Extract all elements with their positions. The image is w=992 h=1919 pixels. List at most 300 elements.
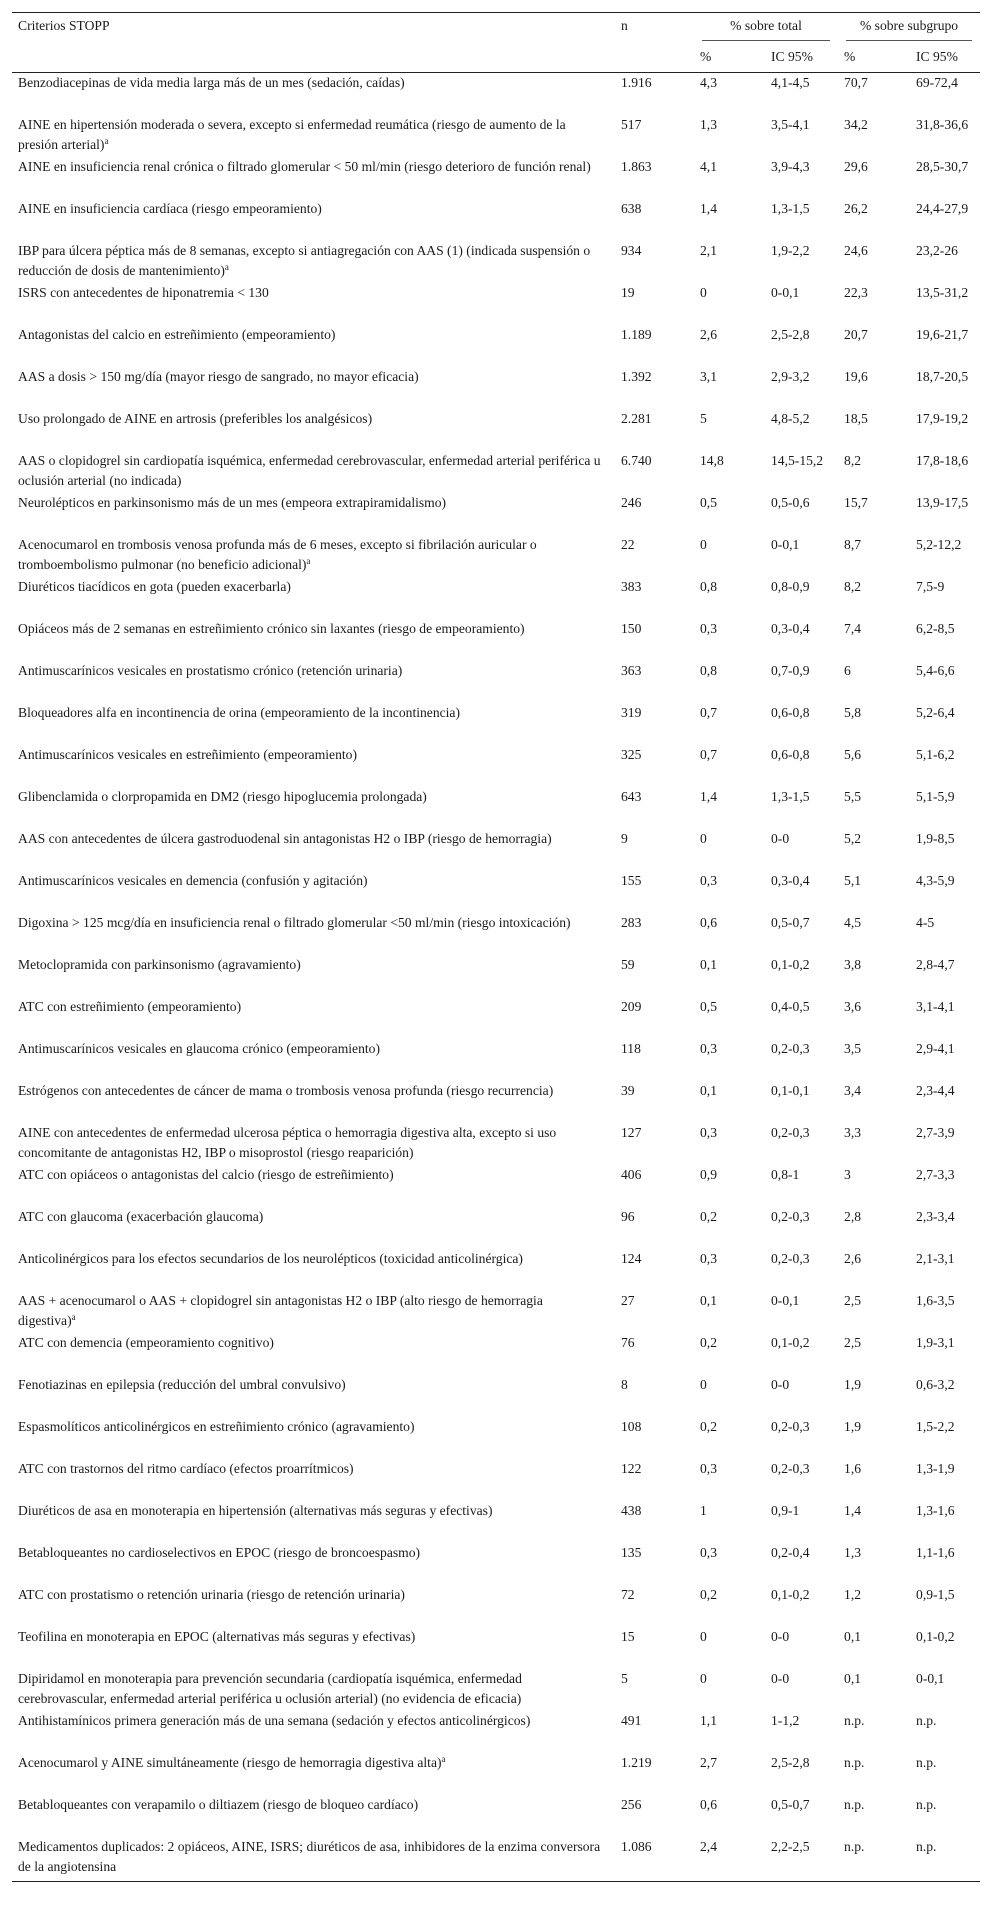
ic-subgroup-cell: 2,7-3,9 — [916, 1125, 955, 1140]
ic-total-cell: 0,1-0,2 — [771, 1587, 810, 1602]
ic-total-cell: 0-0 — [771, 1629, 790, 1644]
pct-total-cell: 2,7 — [700, 1755, 717, 1770]
criterion-cell — [12, 409, 615, 451]
criterion-text: Digoxina > 125 mcg/día en insuficiencia renal o filtrado glomerular <50 ml/min (riesgo intoxicación) — [18, 915, 571, 930]
n-cell: 1.863 — [621, 159, 652, 174]
criterion-text: Antagonistas del calcio en estreñimiento (empeoramiento) — [18, 327, 336, 342]
table-row — [12, 1249, 980, 1291]
criterion-text: ATC con opiáceos o antagonistas del calcio (riesgo de estreñimiento) — [18, 1167, 394, 1182]
ic-subgroup-cell: 4-5 — [916, 915, 935, 930]
ic-total-cell: 1-1,2 — [771, 1713, 800, 1728]
pct-subgroup-cell: 5,8 — [844, 705, 862, 720]
table-row — [12, 577, 980, 619]
criterion-text: Betabloqueantes no cardioselectivos en EPOC (riesgo de broncoespasmo) — [18, 1545, 421, 1560]
ic-total-cell: 0,3-0,4 — [771, 873, 810, 888]
ic-total-cell: 0,2-0,4 — [771, 1545, 810, 1560]
pct-subgroup-cell: 19,6 — [844, 369, 868, 384]
criterion-cell — [12, 1753, 615, 1795]
footnote-marker: a — [441, 1754, 446, 1764]
ic-subgroup-cell: 4,3-5,9 — [916, 873, 955, 888]
n-cell: 59 — [621, 957, 635, 972]
n-cell: 2.281 — [621, 411, 652, 426]
footnote-marker: a — [104, 136, 109, 146]
table-row — [12, 997, 980, 1039]
pct-total-cell: 1,4 — [700, 789, 717, 804]
ic-total-cell: 2,5-2,8 — [771, 327, 810, 342]
table-row — [12, 955, 980, 997]
ic-subgroup-cell: 0-0,1 — [916, 1671, 945, 1686]
table-row — [12, 1543, 980, 1585]
criterion-text: AINE en insuficiencia cardíaca (riesgo empeoramiento) — [18, 201, 322, 216]
pct-subgroup-cell: 5,1 — [844, 873, 862, 888]
pct-subgroup-cell: 4,5 — [844, 915, 862, 930]
ic-total-cell: 1,3-1,5 — [771, 201, 810, 216]
pct-subgroup-cell: 2,6 — [844, 1251, 862, 1266]
ic-total-cell: 0,8-1 — [771, 1167, 800, 1182]
n-cell: 1.189 — [621, 327, 652, 342]
header-total-pct: % — [694, 45, 765, 73]
ic-total-cell: 0,8-0,9 — [771, 579, 810, 594]
pct-subgroup-cell: 26,2 — [844, 201, 868, 216]
pct-subgroup-cell: 20,7 — [844, 327, 868, 342]
table-row — [12, 73, 980, 116]
pct-subgroup-cell: 24,6 — [844, 243, 868, 258]
criterion-text: AINE con antecedentes de enfermedad ulcerosa péptica o hemorragia digestiva alta, excepto si uso concomitante de antagonistas H2, IBP o misoprostol (riesgo reaparición) — [18, 1125, 557, 1160]
ic-subgroup-cell: 2,1-3,1 — [916, 1251, 955, 1266]
n-cell: 127 — [621, 1125, 642, 1140]
criterion-text: AAS con antecedentes de úlcera gastroduodenal sin antagonistas H2 o IBP (riesgo de hemorragia) — [18, 831, 552, 846]
pct-total-cell: 0,7 — [700, 747, 717, 762]
ic-subgroup-cell: 1,6-3,5 — [916, 1293, 955, 1308]
criterion-cell — [12, 1585, 615, 1627]
criterion-cell — [12, 157, 615, 199]
stopp-criteria-table — [12, 12, 980, 1882]
pct-total-cell: 0,3 — [700, 873, 717, 888]
criterion-text: Espasmolíticos anticolinérgicos en estreñimiento crónico (agravamiento) — [18, 1419, 415, 1434]
ic-subgroup-cell: 1,5-2,2 — [916, 1419, 955, 1434]
criterion-text: Fenotiazinas en epilepsia (reducción del umbral convulsivo) — [18, 1377, 346, 1392]
pct-total-cell: 0,7 — [700, 705, 717, 720]
ic-subgroup-cell: 13,9-17,5 — [916, 495, 969, 510]
n-cell: 122 — [621, 1461, 642, 1476]
criterion-cell — [12, 955, 615, 997]
criterion-cell — [12, 1795, 615, 1837]
criterion-text: Antimuscarínicos vesicales en glaucoma crónico (empeoramiento) — [18, 1041, 380, 1056]
criterion-cell — [12, 1711, 615, 1753]
n-cell: 19 — [621, 285, 635, 300]
ic-subgroup-cell: 5,1-6,2 — [916, 747, 955, 762]
criterion-text: Acenocumarol en trombosis venosa profunda más de 6 meses, excepto si fibrilación auricular o tromboembolismo pulmonar (no beneficio adicional) — [18, 537, 537, 572]
criterion-cell — [12, 661, 615, 703]
ic-total-cell: 1,9-2,2 — [771, 243, 810, 258]
pct-total-cell: 1 — [700, 1503, 707, 1518]
criterion-cell — [12, 1123, 615, 1165]
criterion-cell — [12, 199, 615, 241]
ic-total-cell: 0,1-0,1 — [771, 1083, 810, 1098]
n-cell: 256 — [621, 1797, 642, 1812]
pct-subgroup-cell: 29,6 — [844, 159, 868, 174]
ic-subgroup-cell: 5,1-5,9 — [916, 789, 955, 804]
table-row — [12, 199, 980, 241]
criterion-text: ATC con demencia (empeoramiento cognitivo) — [18, 1335, 274, 1350]
criterion-cell — [12, 367, 615, 409]
ic-total-cell: 4,1-4,5 — [771, 75, 810, 90]
n-cell: 135 — [621, 1545, 642, 1560]
ic-total-cell: 0,9-1 — [771, 1503, 800, 1518]
table-row — [12, 1501, 980, 1543]
table-row — [12, 1585, 980, 1627]
ic-subgroup-cell: 2,9-4,1 — [916, 1041, 955, 1056]
n-cell: 6.740 — [621, 453, 652, 468]
criterion-cell — [12, 1165, 615, 1207]
table-row — [12, 115, 980, 157]
table-row — [12, 871, 980, 913]
criterion-text: ATC con prostatismo o retención urinaria (riesgo de retención urinaria) — [18, 1587, 405, 1602]
table-row — [12, 409, 980, 451]
header-criteria: Criterios STOPP — [12, 13, 615, 46]
criterion-text: ATC con trastornos del ritmo cardíaco (efectos proarrítmicos) — [18, 1461, 354, 1476]
ic-total-cell: 14,5-15,2 — [771, 453, 824, 468]
pct-total-cell: 0,1 — [700, 1293, 717, 1308]
n-cell: 8 — [621, 1377, 628, 1392]
n-cell: 438 — [621, 1503, 642, 1518]
n-cell: 76 — [621, 1335, 635, 1350]
pct-subgroup-cell: n.p. — [838, 1837, 910, 1882]
n-cell: 39 — [621, 1083, 635, 1098]
criterion-cell — [12, 1333, 615, 1375]
pct-subgroup-cell: n.p. — [844, 1797, 865, 1812]
pct-total-cell: 1,4 — [700, 201, 717, 216]
criterion-text: AAS o clopidogrel sin cardiopatía isquémica, enfermedad cerebrovascular, enfermedad arterial periférica u oclusión arterial (no indicada) — [18, 453, 601, 488]
pct-total-cell: 0,3 — [700, 1041, 717, 1056]
table-row — [12, 535, 980, 577]
criterion-cell — [12, 1417, 615, 1459]
criterion-text: ISRS con antecedentes de hiponatremia < 130 — [18, 285, 269, 300]
pct-total-cell: 0,3 — [700, 1545, 717, 1560]
pct-total-cell: 0,2 — [700, 1419, 717, 1434]
criterion-cell — [12, 1375, 615, 1417]
table-row — [12, 241, 980, 283]
ic-subgroup-cell: 2,3-3,4 — [916, 1209, 955, 1224]
ic-total-cell: 0,2-0,3 — [771, 1209, 810, 1224]
ic-total-cell: 0,2-0,3 — [771, 1041, 810, 1056]
ic-total-cell: 0,2-0,3 — [771, 1125, 810, 1140]
criterion-text: AINE en hipertensión moderada o severa, excepto si enfermedad reumática (riesgo de aumento de la presión arterial) — [18, 117, 566, 152]
ic-subgroup-cell: n.p. — [916, 1755, 937, 1770]
ic-total-cell: 0-0 — [771, 1671, 790, 1686]
ic-subgroup-cell: 17,8-18,6 — [916, 453, 969, 468]
ic-subgroup-cell: 1,3-1,9 — [916, 1461, 955, 1476]
pct-total-cell: 0,1 — [700, 957, 717, 972]
table-row — [12, 1837, 980, 1882]
n-cell: 1.219 — [621, 1755, 652, 1770]
n-cell: 72 — [621, 1587, 635, 1602]
ic-total-cell: 0,6-0,8 — [771, 747, 810, 762]
pct-total-cell: 0,2 — [700, 1587, 717, 1602]
n-cell: 1.916 — [621, 75, 652, 90]
pct-total-cell: 0,2 — [700, 1335, 717, 1350]
n-cell: 209 — [621, 999, 642, 1014]
pct-subgroup-cell: 3 — [844, 1167, 851, 1182]
header-subgroup-ic: IC 95% — [910, 45, 980, 73]
criterion-cell — [12, 1627, 615, 1669]
ic-subgroup-cell: 19,6-21,7 — [916, 327, 969, 342]
pct-total-cell: 0,6 — [700, 1797, 717, 1812]
ic-total-cell: 0,1-0,2 — [771, 957, 810, 972]
n-cell: 9 — [621, 831, 628, 846]
ic-subgroup-cell: 28,5-30,7 — [916, 159, 969, 174]
ic-total-cell: 0,7-0,9 — [771, 663, 810, 678]
ic-subgroup-cell: 31,8-36,6 — [916, 117, 969, 132]
table-row — [12, 1081, 980, 1123]
pct-total-cell: 2,4 — [694, 1837, 765, 1882]
pct-subgroup-cell: 2,5 — [844, 1335, 862, 1350]
criterion-cell — [12, 241, 615, 283]
pct-subgroup-cell: 2,5 — [844, 1293, 862, 1308]
n-cell: 150 — [621, 621, 642, 636]
pct-total-cell: 0,8 — [700, 663, 717, 678]
pct-total-cell: 0,5 — [700, 999, 717, 1014]
pct-subgroup-cell: 5,2 — [844, 831, 862, 846]
footnote-marker: a — [71, 1312, 76, 1322]
ic-total-cell: 0-0,1 — [771, 1293, 800, 1308]
n-cell: 1.086 — [615, 1837, 694, 1882]
table-row — [12, 1417, 980, 1459]
ic-subgroup-cell: 13,5-31,2 — [916, 285, 969, 300]
pct-subgroup-cell: 2,8 — [844, 1209, 862, 1224]
ic-subgroup-cell: 7,5-9 — [916, 579, 945, 594]
criterion-cell — [12, 1249, 615, 1291]
table-row — [12, 451, 980, 493]
n-cell: 319 — [621, 705, 642, 720]
criterion-text: Antihistamínicos primera generación más de una semana (sedación y efectos anticolinérgicos) — [18, 1713, 531, 1728]
pct-subgroup-cell: 3,6 — [844, 999, 862, 1014]
table-row — [12, 1291, 980, 1333]
pct-total-cell: 0,3 — [700, 1125, 717, 1140]
ic-subgroup-cell: 24,4-27,9 — [916, 201, 969, 216]
criterion-text: IBP para úlcera péptica más de 8 semanas, excepto si antiagregación con AAS (1) (indicada suspensión o reducción de dosis de mantenimiento) — [18, 243, 591, 278]
pct-total-cell: 0 — [700, 1671, 707, 1686]
pct-subgroup-cell: 0,1 — [844, 1671, 862, 1686]
ic-total-cell: 0-0 — [771, 831, 790, 846]
criterion-cell — [12, 913, 615, 955]
n-cell: 96 — [621, 1209, 635, 1224]
pct-subgroup-cell: 1,6 — [844, 1461, 862, 1476]
n-cell: 643 — [621, 789, 642, 804]
table-row — [12, 745, 980, 787]
ic-total-cell: 0-0 — [771, 1377, 790, 1392]
pct-total-cell: 0 — [700, 285, 707, 300]
n-cell: 517 — [621, 117, 642, 132]
table-row — [12, 157, 980, 199]
criterion-text: AAS + acenocumarol o AAS + clopidogrel sin antagonistas H2 o IBP (alto riesgo de hemorragia digestiva) — [18, 1293, 543, 1328]
ic-subgroup-cell: 1,3-1,6 — [916, 1503, 955, 1518]
n-cell: 5 — [621, 1671, 628, 1686]
ic-subgroup-cell: n.p. — [916, 1797, 937, 1812]
pct-total-cell: 14,8 — [700, 453, 724, 468]
pct-subgroup-cell: 3,3 — [844, 1125, 862, 1140]
ic-subgroup-cell: 1,9-8,5 — [916, 831, 955, 846]
criterion-text: Antimuscarínicos vesicales en prostatismo crónico (retención urinaria) — [18, 663, 403, 678]
table-row — [12, 367, 980, 409]
pct-subgroup-cell: 0,1 — [844, 1629, 862, 1644]
criterion-cell — [12, 115, 615, 157]
n-cell: 638 — [621, 201, 642, 216]
pct-subgroup-cell: 3,5 — [844, 1041, 862, 1056]
pct-total-cell: 1,1 — [700, 1713, 717, 1728]
criterion-text: Antimuscarínicos vesicales en demencia (confusión y agitación) — [18, 873, 368, 888]
criterion-text: Benzodiacepinas de vida media larga más de un mes (sedación, caídas) — [18, 75, 405, 90]
pct-subgroup-cell: 1,9 — [844, 1419, 862, 1434]
n-cell: 491 — [621, 1713, 642, 1728]
header-n: n — [615, 13, 694, 46]
pct-total-cell: 0,6 — [700, 915, 717, 930]
table-row — [12, 1333, 980, 1375]
pct-subgroup-cell: 18,5 — [844, 411, 868, 426]
pct-subgroup-cell: 1,9 — [844, 1377, 862, 1392]
pct-subgroup-cell: n.p. — [844, 1755, 865, 1770]
ic-subgroup-cell: 0,6-3,2 — [916, 1377, 955, 1392]
ic-subgroup-cell: 1,9-3,1 — [916, 1335, 955, 1350]
table-row — [12, 829, 980, 871]
pct-total-cell: 0,3 — [700, 1461, 717, 1476]
table-row — [12, 1669, 980, 1711]
criterion-text: ATC con glaucoma (exacerbación glaucoma) — [18, 1209, 264, 1224]
n-cell: 383 — [621, 579, 642, 594]
table-row — [12, 493, 980, 535]
pct-total-cell: 5 — [700, 411, 707, 426]
table-row — [12, 1459, 980, 1501]
criterion-text: Glibenclamida o clorpropamida en DM2 (riesgo hipoglucemia prolongada) — [18, 789, 427, 804]
table-row — [12, 1165, 980, 1207]
table-row — [12, 325, 980, 367]
criterion-text: Dipiridamol en monoterapia para prevención secundaria (cardiopatía isquémica, enfermedad cerebrovascular, enfermedad arterial periférica u oclusión arterial) (no evidencia de eficacia) — [18, 1671, 522, 1706]
ic-subgroup-cell: 6,2-8,5 — [916, 621, 955, 636]
ic-subgroup-cell: 23,2-26 — [916, 243, 958, 258]
criterion-cell — [12, 787, 615, 829]
table-row — [12, 1795, 980, 1837]
pct-total-cell: 1,3 — [700, 117, 717, 132]
ic-total-cell: 0-0,1 — [771, 537, 800, 552]
n-cell: 325 — [621, 747, 642, 762]
criterion-text: Acenocumarol y AINE simultáneamente (riesgo de hemorragia digestiva alta) — [18, 1755, 442, 1770]
n-cell: 118 — [621, 1041, 641, 1056]
n-cell: 406 — [621, 1167, 642, 1182]
pct-total-cell: 0,1 — [700, 1083, 717, 1098]
n-cell: 108 — [621, 1419, 642, 1434]
criterion-cell — [12, 1207, 615, 1249]
ic-subgroup-cell: 0,1-0,2 — [916, 1629, 955, 1644]
ic-total-cell: 0,5-0,6 — [771, 495, 810, 510]
criterion-text: Diuréticos tiacídicos en gota (pueden exacerbarla) — [18, 579, 291, 594]
table-row — [12, 1627, 980, 1669]
table-row — [12, 619, 980, 661]
n-cell: 155 — [621, 873, 642, 888]
criterion-text: Neurolépticos en parkinsonismo más de un mes (empeora extrapiramidalismo) — [18, 495, 447, 510]
ic-subgroup-cell: 1,1-1,6 — [916, 1545, 955, 1560]
header-subgroup-pct: % — [838, 45, 910, 73]
ic-total-cell: 0,2-0,3 — [771, 1461, 810, 1476]
ic-total-cell: 1,3-1,5 — [771, 789, 810, 804]
pct-total-cell: 3,1 — [700, 369, 717, 384]
pct-subgroup-cell: 8,2 — [844, 453, 862, 468]
table-row — [12, 1375, 980, 1417]
ic-subgroup-cell: 5,4-6,6 — [916, 663, 955, 678]
pct-total-cell: 0,8 — [700, 579, 717, 594]
criterion-cell — [12, 1837, 615, 1882]
pct-total-cell: 2,6 — [700, 327, 717, 342]
pct-subgroup-cell: 5,6 — [844, 747, 862, 762]
n-cell: 22 — [621, 537, 635, 552]
ic-total-cell: 0,5-0,7 — [771, 915, 810, 930]
table-row — [12, 283, 980, 325]
criterion-text: Anticolinérgicos para los efectos secundarios de los neurolépticos (toxicidad anticolinérgica) — [18, 1251, 523, 1266]
pct-total-cell: 4,1 — [700, 159, 717, 174]
ic-subgroup-cell: n.p. — [916, 1713, 937, 1728]
ic-total-cell: 0,6-0,8 — [771, 705, 810, 720]
criterion-cell — [12, 1459, 615, 1501]
n-cell: 934 — [621, 243, 642, 258]
criterion-text: ATC con estreñimiento (empeoramiento) — [18, 999, 242, 1014]
table-body — [12, 73, 980, 1882]
pct-total-cell: 0,5 — [700, 495, 717, 510]
pct-total-cell: 0,2 — [700, 1209, 717, 1224]
ic-total-cell: 0,3-0,4 — [771, 621, 810, 636]
header-subgroup-group: % sobre subgrupo — [838, 13, 980, 46]
pct-subgroup-cell: 3,8 — [844, 957, 862, 972]
pct-total-cell: 2,1 — [700, 243, 717, 258]
ic-subgroup-cell: 5,2-6,4 — [916, 705, 955, 720]
ic-subgroup-cell: 0,9-1,5 — [916, 1587, 955, 1602]
pct-subgroup-cell: 7,4 — [844, 621, 862, 636]
criterion-cell — [12, 73, 615, 116]
header-row-sub — [12, 45, 980, 73]
ic-subgroup-cell: 69-72,4 — [916, 75, 958, 90]
table-row — [12, 1123, 980, 1165]
header-total-group: % sobre total — [694, 13, 838, 46]
criterion-text: AAS a dosis > 150 mg/día (mayor riesgo de sangrado, no mayor eficacia) — [18, 369, 419, 384]
criterion-cell — [12, 283, 615, 325]
ic-subgroup-cell: n.p. — [910, 1837, 980, 1882]
pct-subgroup-cell: 22,3 — [844, 285, 868, 300]
criterion-text: Opiáceos más de 2 semanas en estreñimiento crónico sin laxantes (riesgo de empeoramiento) — [18, 621, 525, 636]
criterion-cell — [12, 619, 615, 661]
criterion-cell — [12, 1543, 615, 1585]
footnote-marker: a — [306, 556, 311, 566]
pct-subgroup-cell: 8,2 — [844, 579, 862, 594]
header-row-top — [12, 13, 980, 46]
pct-total-cell: 0 — [700, 1629, 707, 1644]
criterion-cell — [12, 493, 615, 535]
pct-subgroup-cell: 5,5 — [844, 789, 862, 804]
criterion-text: Betabloqueantes con verapamilo o diltiazem (riesgo de bloqueo cardíaco) — [18, 1797, 419, 1812]
pct-subgroup-cell: n.p. — [844, 1713, 865, 1728]
criterion-cell — [12, 1291, 615, 1333]
criterion-cell — [12, 1039, 615, 1081]
ic-total-cell: 0,1-0,2 — [771, 1335, 810, 1350]
table-header — [12, 13, 980, 73]
criterion-text: Diuréticos de asa en monoterapia en hipertensión (alternativas más seguras y efectivas) — [18, 1503, 493, 1518]
criterion-cell — [12, 1669, 615, 1711]
criterion-text: Antimuscarínicos vesicales en estreñimiento (empeoramiento) — [18, 747, 357, 762]
table-row — [12, 1711, 980, 1753]
table-row — [12, 1039, 980, 1081]
ic-subgroup-cell: 2,3-4,4 — [916, 1083, 955, 1098]
pct-subgroup-cell: 1,3 — [844, 1545, 862, 1560]
ic-total-cell: 0,2-0,3 — [771, 1251, 810, 1266]
table-row — [12, 1207, 980, 1249]
ic-total-cell: 2,5-2,8 — [771, 1755, 810, 1770]
